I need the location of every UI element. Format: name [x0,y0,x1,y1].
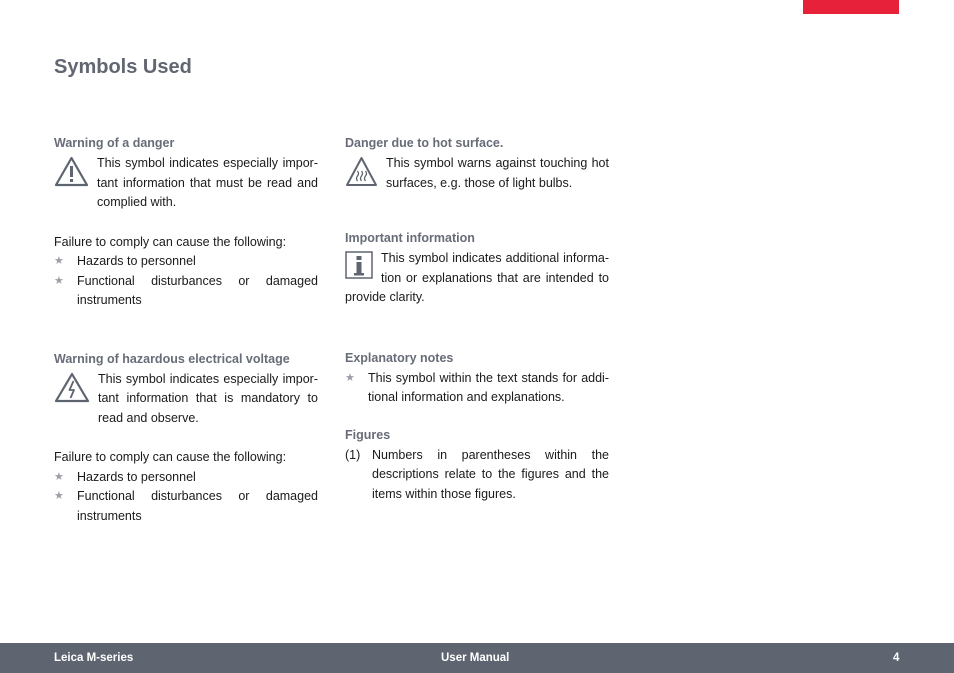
star-icon: ★ [345,371,355,384]
failure-intro: Failure to comply can cause the following: [54,234,287,249]
section-important-info [345,230,609,308]
middle-column [345,135,609,504]
section-heading: Figures [345,427,391,442]
star-icon: ★ [54,490,64,502]
list-item: ★ Hazards to personnel [54,252,318,272]
page-title: Symbols Used [54,56,192,78]
list-item: ★ Functional disturbances or damaged instruments [54,273,318,307]
warning-triangle-icon [54,156,89,194]
left-column [54,135,318,526]
list-item: ★ Hazards to personnel [54,468,318,488]
star-icon: ★ [54,274,64,287]
section-figures [345,427,609,505]
footer-document: User Manual [441,652,510,664]
section-warning-danger [54,135,318,213]
failure-list [54,468,318,527]
info-icon [345,251,373,286]
failure-list [54,252,318,311]
section-explanatory [345,350,609,408]
electrical-warning-icon [54,372,90,410]
section-heading: Danger due to hot surface. [345,136,504,150]
footer-product: Leica M-series [54,652,134,664]
section-failure-1 [54,233,318,311]
section-text: This symbol indicates especially impor-tant information that must be read and complied with. [97,156,318,209]
section-text: This symbol indicates additional informa-tion or explanations that are intended to provide clarity. [345,251,609,304]
section-heading: Important information [345,231,475,245]
failure-intro: Failure to comply can cause the following: [54,450,287,464]
section-warning-voltage [54,351,318,429]
section-text: This symbol warns against touching hot surfaces, e.g. those of light bulbs. [386,156,609,190]
section-hot-surface [345,135,609,193]
hot-surface-icon [345,156,378,194]
list-item: ★ This symbol within the text stands for addi-tional information and explanations. [345,370,609,404]
list-item: ★ Functional disturbances or damaged instruments [54,489,318,523]
section-text: This symbol indicates especially impor-tant information that is mandatory to read and observe. [98,371,318,425]
list-item: (1) Numbers in parentheses within the descriptions relate to the figures and the items within those figures. [345,447,609,501]
figure-marker: (1) [345,447,361,462]
section-heading: Explanatory notes [345,350,454,365]
star-icon: ★ [54,470,64,483]
section-heading: Warning of a danger [54,136,175,150]
accent-tab [803,0,899,14]
footer [0,643,954,673]
section-heading: Warning of hazardous electrical voltage [54,351,290,366]
page-number: 4 [893,652,900,664]
star-icon: ★ [54,255,64,267]
section-failure-2 [54,448,318,526]
